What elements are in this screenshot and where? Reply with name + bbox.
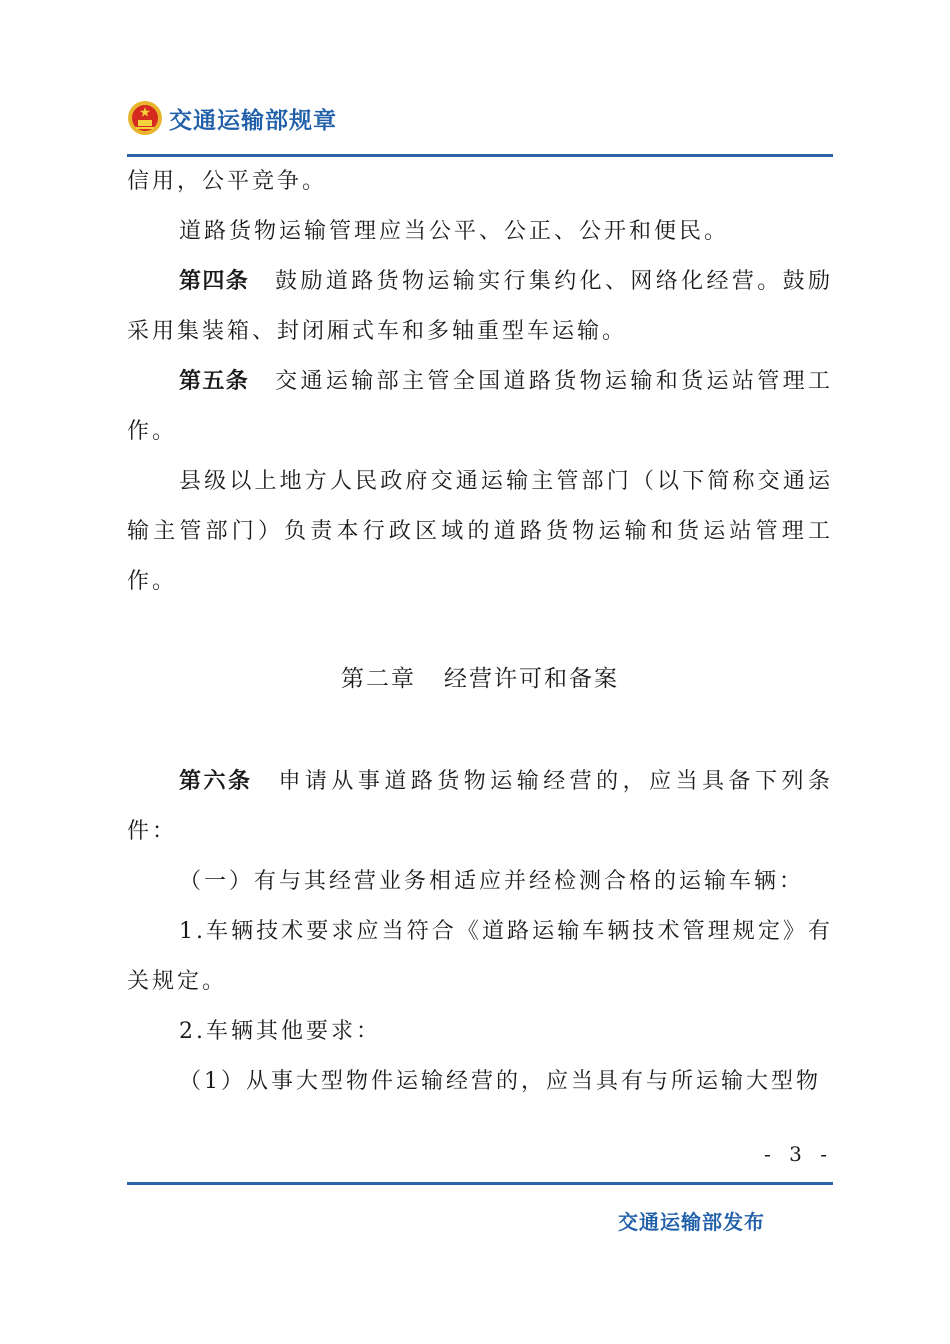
article-4-text: 鼓励道路货物运输实行集约化、网络化经营。鼓励采用集装箱、封闭厢式车和多轴重型车运输。 bbox=[127, 269, 833, 344]
footer-divider bbox=[127, 1182, 833, 1185]
footer-publisher: 交通运输部发布 bbox=[618, 1210, 765, 1234]
chapter-heading bbox=[127, 660, 833, 693]
list-item-1-2-1: （1）从事大型物件运输经营的，应当具有与所运输大型物 bbox=[179, 1069, 821, 1094]
document-header bbox=[127, 100, 337, 136]
list-item-1-2: 2.车辆其他要求： bbox=[179, 1019, 381, 1044]
article-5-label: 第五条 bbox=[179, 369, 250, 394]
page-number: - 3 - bbox=[764, 1142, 833, 1166]
article-4-label: 第四条 bbox=[179, 269, 250, 294]
article-6 bbox=[127, 757, 833, 857]
article-6-text: 申请从事道路货物运输经营的，应当具备下列条件： bbox=[127, 769, 833, 844]
paragraph-local-authorities: 县级以上地方人民政府交通运输主管部门（以下简称交通运输主管部门）负责本行政区域的道路货物运输和货运站管理工作。 bbox=[127, 469, 833, 594]
paragraph-management-principle: 道路货物运输管理应当公平、公正、公开和便民。 bbox=[179, 219, 730, 244]
chapter-title: 经营许可和备案 bbox=[444, 666, 619, 692]
paragraph-continuation: 信用，公平竞争。 bbox=[127, 169, 328, 194]
article-6-label: 第六条 bbox=[179, 769, 253, 794]
chapter-number: 第二章 bbox=[341, 666, 416, 692]
article-4 bbox=[127, 257, 833, 357]
list-item-1-1: 1.车辆技术要求应当符合《道路运输车辆技术管理规定》有关规定。 bbox=[127, 919, 833, 994]
article-5-text: 交通运输部主管全国道路货物运输和货运站管理工作。 bbox=[127, 369, 833, 444]
list-item-1: （一）有与其经营业务相适应并经检测合格的运输车辆： bbox=[179, 869, 805, 894]
national-emblem-icon bbox=[127, 100, 163, 136]
article-5 bbox=[127, 357, 833, 457]
header-title: 交通运输部规章 bbox=[169, 107, 337, 134]
